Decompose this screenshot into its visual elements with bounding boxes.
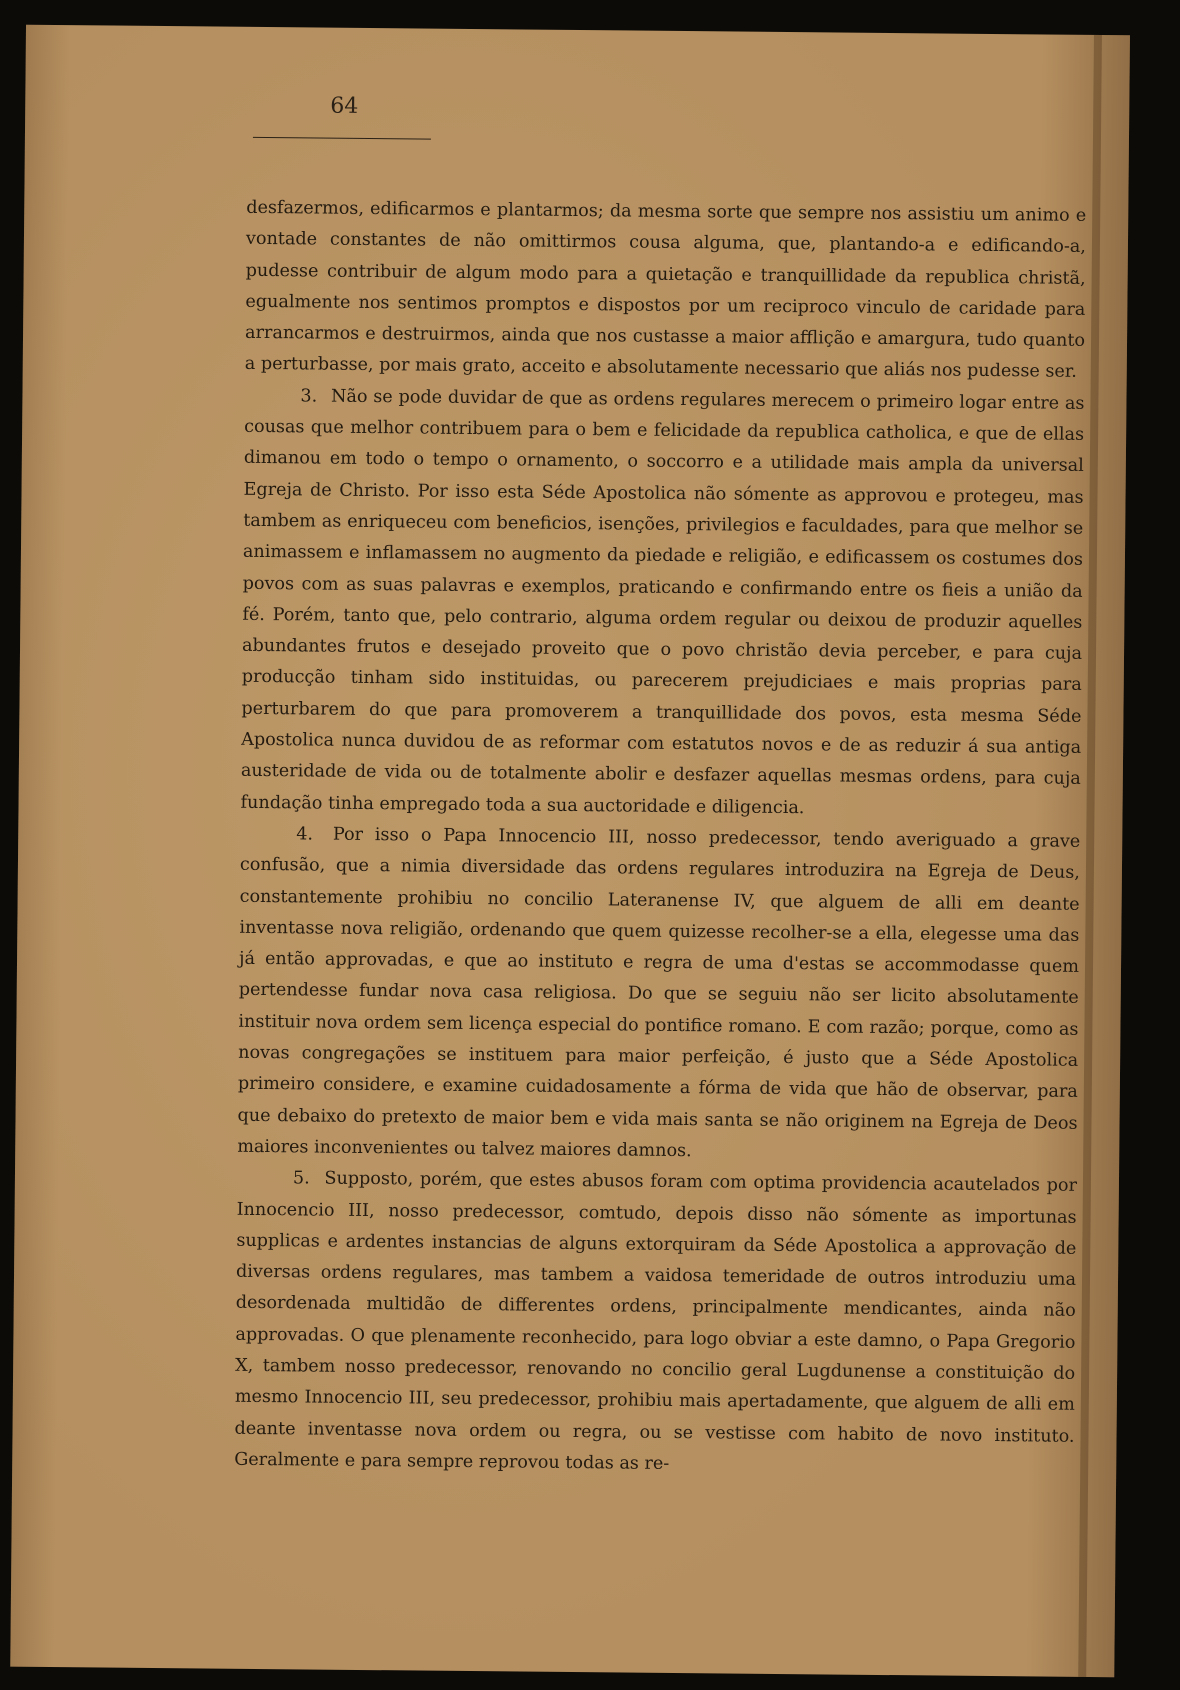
paragraph-4 xyxy=(237,819,1080,1171)
paragraph-text: Não se pode duvidar de que as ordens regulares merecem o primeiro logar entre as cousas que melhor contribuem para o bem e felicidade da republica catholica, e que de ellas dimanou em todo o tempo o ornamento, o soccorro e a utilidade mais ampla da universal Egreja de Christo. Por isso esta Séde Apostolica não sómente as approvou e protegeu, mas tambem as enriqueceu com beneficios, isenções, privilegios e faculdades, para que melhor se animassem e inflamassem no augmento da piedade e religião, e edificassem os costumes dos povos com as suas palavras e exemplos, praticando e confirmando entre os fieis a união da fé. Porém, tanto que, pelo contrario, alguma ordem regular ou deixou de produzir aquelles abundantes frutos e desejado proveito que o povo christão devia perceber, e para cuja producção tinham sido instituidas, ou parecerem prejudiciaes e mais proprias para perturbarem do que para promoverem a tranquillidade dos povos, esta mesma Séde Apostolica nunca duvidou de as reformar com estatutos novos e de as reduzir á sua antiga austeridade de vida ou de totalmente abolir e desfazer aquellas mesmas ordens, para cuja fundação tinha empregado toda a sua auctoridade e diligencia. xyxy=(240,386,1085,818)
paragraph-text: Por isso o Papa Innocencio III, nosso predecessor, tendo averiguado a grave confusão, que a nimia diversidade das ordens regulares introduzira na Egreja de Deus, constantemente prohibiu no concilio Lateranense IV, que alguem de alli em deante inventasse nova religião, ordenando que quem quizesse recolher-se a ella, elegesse uma das já então approvadas, e que ao instituto e regra de uma d'estas se accommodasse quem pertendesse fundar nova casa religiosa. Do que se seguiu não ser licito absolutamente instituir nova ordem sem licença especial do pontifice romano. E com razão; porque, como as novas congregações se instituem para maior perfeição, é justo que a Séde Apostolica primeiro considere, e examine cuidadosamente a fórma de vida que hão de observar, para que debaixo do pretexto de maior bem e vida mais santa se não originem na Egreja de Deos maiores inconvenientes ou talvez maiores damnos. xyxy=(237,824,1081,1162)
paragraph-number: 4. xyxy=(296,824,314,845)
page-body xyxy=(234,193,1086,1484)
paragraph-continuation xyxy=(245,193,1087,389)
paragraph-3 xyxy=(240,381,1084,827)
paragraph-5 xyxy=(234,1163,1077,1484)
page-number: 64 xyxy=(330,93,359,119)
header-rule xyxy=(253,137,431,140)
paragraph-number: 3. xyxy=(300,386,318,407)
paragraph-text: Supposto, porém, que estes abusos foram com optima providencia acautelados por Innocencio III, nosso predecessor, comtudo, depois disso não sómente as importunas supplicas e ardentes instancias de alguns extorquiram da Séde Apostolica a approvação de diversas ordens regulares, mas tambem a vaidosa temeridade de outros introduziu uma desordenada multidão de differentes ordens, principalmente mendicantes, ainda não approvadas. O que plenamente reconhecido, para logo obviar a este damno, o Papa Gregorio X, tambem nosso predecessor, renovando no concilio geral Lugdunense a constituição do mesmo Innocencio III, seu predecessor, prohibiu mais apertadamente, que alguem de alli em deante inventasse nova ordem ou regra, ou se vestisse com habito de novo instituto. Geralmente e para sempre reprovou todas as re- xyxy=(234,1168,1078,1474)
paragraph-number: 5. xyxy=(292,1168,310,1189)
paragraph-text: desfazermos, edificarmos e plantarmos; da mesma sorte que sempre nos assistiu um animo e vontade constantes de não omittirmos cousa alguma, que, plantando-a e edificando-a, pudesse contribuir de algum modo para a quietação e tranquillidade da republica christã, egualmente nos sentimos promptos e dispostos por um reciproco vinculo de caridade para arrancarmos e destruirmos, ainda que nos custasse a maior afflição e amargura, tudo quanto a perturbasse, por mais grato, acceito e absolutamente necessario que aliás nos pudesse ser. xyxy=(244,197,1087,383)
book-page xyxy=(10,25,1130,1678)
